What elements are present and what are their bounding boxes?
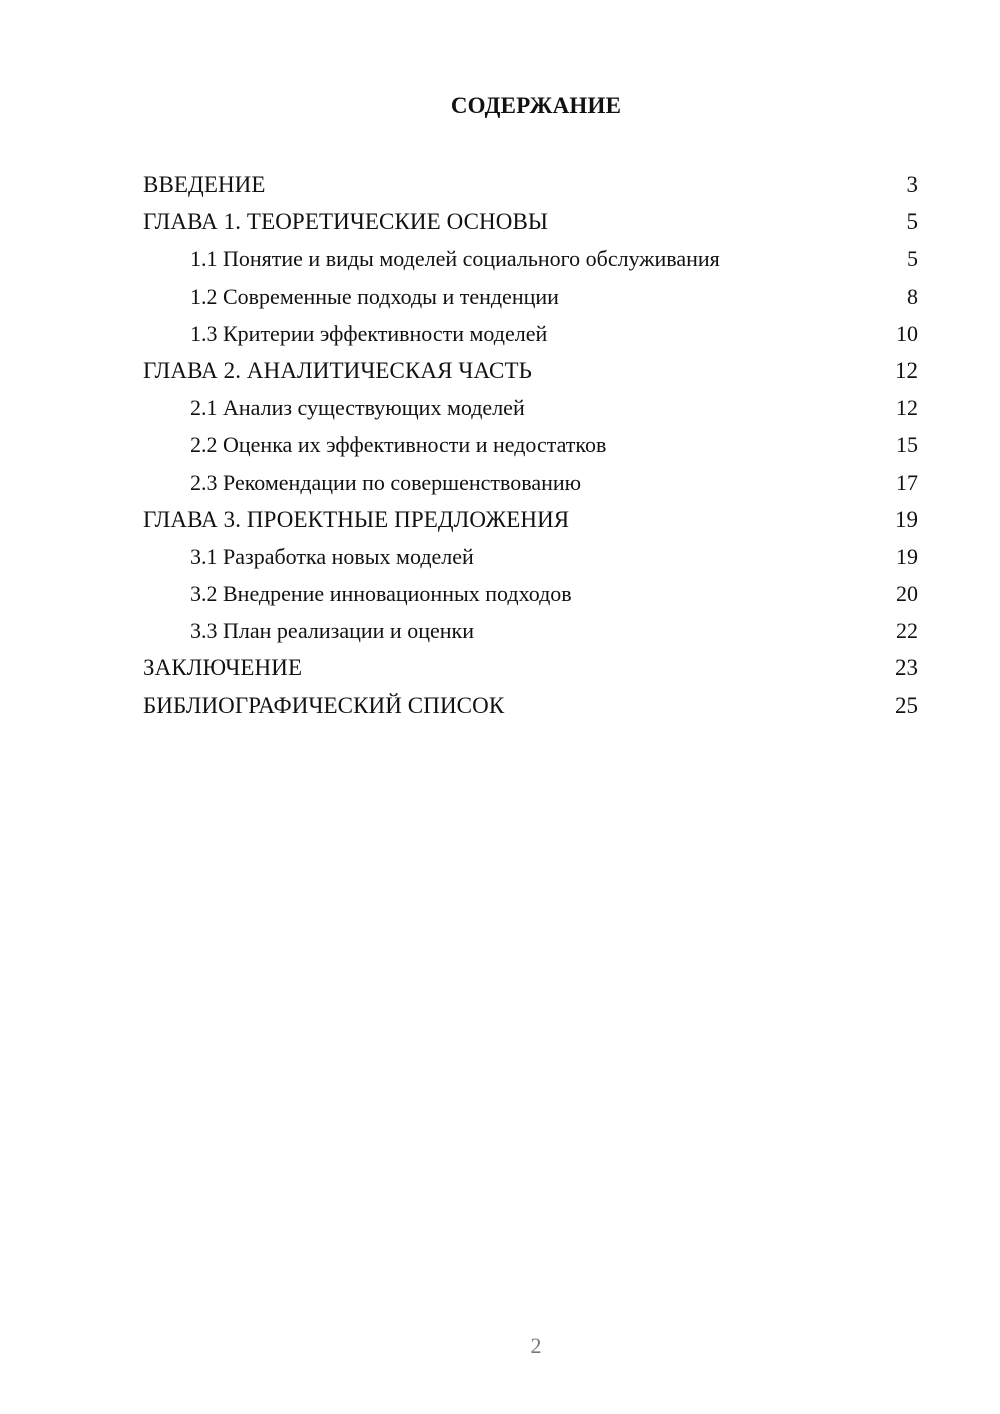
toc-entry-page: 23 xyxy=(895,655,918,681)
toc-entry-text: БИБЛИОГРАФИЧЕСКИЙ СПИСОК xyxy=(143,692,505,718)
toc-entry-page: 3 xyxy=(906,172,918,197)
page-number: 2 xyxy=(530,1333,542,1358)
toc-entry-page: 17 xyxy=(896,469,918,495)
toc-entry-text: 3.2 Внедрение инновационных подходов xyxy=(190,581,572,607)
toc-entry-text: ВВЕДЕНИЕ xyxy=(143,172,266,197)
toc-entry-section-1-3[interactable] xyxy=(143,315,918,352)
toc-entry-text: 1.1 Понятие и виды моделей социального обслуживания xyxy=(190,246,720,272)
toc-entry-text: ГЛАВА 2. АНАЛИТИЧЕСКАЯ ЧАСТЬ xyxy=(143,357,532,383)
toc-entry-bibliography[interactable] xyxy=(143,687,918,724)
toc-entry-page: 10 xyxy=(896,320,918,346)
toc-entry-text: 1.2 Современные подходы и тенденции xyxy=(190,283,559,309)
toc-entry-chapter-2[interactable] xyxy=(143,352,918,389)
toc-entry-conclusion[interactable] xyxy=(143,649,918,686)
toc-entry-page: 15 xyxy=(896,432,918,458)
toc-entry-section-1-1[interactable] xyxy=(143,240,918,277)
toc-entry-page: 20 xyxy=(896,581,918,607)
toc-entry-chapter-3[interactable] xyxy=(143,501,918,538)
toc-entry-section-3-1[interactable] xyxy=(143,538,918,575)
toc-entry-page: 25 xyxy=(895,692,918,718)
toc-entry-chapter-1[interactable] xyxy=(143,203,918,240)
toc-entry-text: 2.2 Оценка их эффективности и недостатков xyxy=(190,432,607,458)
toc-entry-text: 1.3 Критерии эффективности моделей xyxy=(190,320,548,346)
toc-entry-page: 22 xyxy=(896,618,918,644)
toc-entry-introduction[interactable] xyxy=(143,166,918,203)
toc-entry-text: 2.1 Анализ существующих моделей xyxy=(190,395,525,421)
toc-entry-text: 3.1 Разработка новых моделей xyxy=(190,543,474,569)
toc-entry-section-3-3[interactable] xyxy=(143,612,918,649)
toc-entry-section-2-3[interactable] xyxy=(143,464,918,501)
toc-entry-page: 12 xyxy=(895,357,918,383)
toc-entry-text: ГЛАВА 3. ПРОЕКТНЫЕ ПРЕДЛОЖЕНИЯ xyxy=(143,506,570,532)
toc-entry-page: 5 xyxy=(907,246,918,272)
toc-entry-section-2-2[interactable] xyxy=(143,426,918,463)
toc-entry-text: ЗАКЛЮЧЕНИЕ xyxy=(143,655,303,681)
toc-title: СОДЕРЖАНИЕ xyxy=(450,93,622,118)
toc-entry-page: 19 xyxy=(895,506,918,532)
toc-entry-page: 12 xyxy=(896,395,918,421)
toc-entry-page: 19 xyxy=(896,543,918,569)
toc-entry-section-2-1[interactable] xyxy=(143,389,918,426)
toc-entry-section-3-2[interactable] xyxy=(143,575,918,612)
toc-entry-section-1-2[interactable] xyxy=(143,278,918,315)
table-of-contents xyxy=(143,166,918,724)
toc-entry-text: ГЛАВА 1. ТЕОРЕТИЧЕСКИЕ ОСНОВЫ xyxy=(143,209,549,235)
toc-entry-text: 3.3 План реализации и оценки xyxy=(190,618,474,644)
toc-entry-text: 2.3 Рекомендации по совершенствованию xyxy=(190,469,582,495)
toc-entry-page: 8 xyxy=(907,283,918,309)
toc-entry-page: 5 xyxy=(906,209,918,235)
